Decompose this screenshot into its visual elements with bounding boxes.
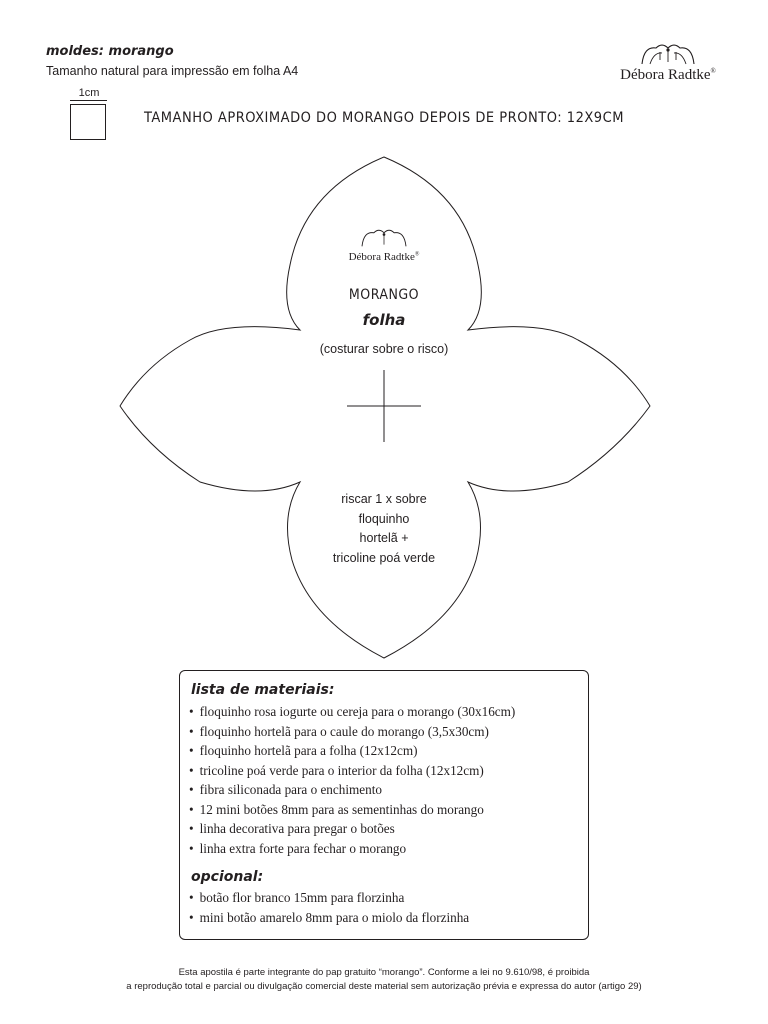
cut-line: tricoline poá verde [332,550,436,565]
cut-line: floquinho [358,511,410,526]
list-item: • botão flor branco 15mm para florzinha [189,888,469,908]
piece-name: MORANGO [348,287,420,303]
optional-list [189,888,469,927]
page-subtitle: Tamanho natural para impressão em folha A4 [46,64,299,78]
list-item: • linha extra forte para fechar o morango [189,839,515,859]
page-title: moldes: morango [46,44,174,59]
cut-line: riscar 1 x sobre [341,492,427,506]
scale-dimension-line [70,100,107,101]
pattern-brand-logo [334,226,434,263]
pattern-brand-name: Débora Radtke® [348,251,420,263]
cutting-instructions [284,490,484,568]
copyright-footer [0,966,768,994]
materials-list [189,702,515,858]
list-item: • 12 mini botões 8mm para as sementinhas do morango [189,800,515,820]
size-note: TAMANHO APROXIMADO DO MORANGO DEPOIS DE PRONTO: 12X9CM [144,110,624,126]
cut-line: hortelã + [359,531,409,545]
list-item: • tricoline poá verde para o interior da folha (12x12cm) [189,761,515,781]
list-item: • floquinho hortelã para o caule do morango (3,5x30cm) [189,722,515,742]
footer-line: Esta apostila é parte integrante do pap gratuito “morango”. Conforme a lei no 9.610/98, é proibida [178,967,590,978]
optional-heading: opcional: [191,869,264,885]
brand-name: Débora Radtke® [620,67,716,83]
list-item: • mini botão amarelo 8mm para o miolo da florzinha [189,908,469,928]
piece-part-label: folha [362,311,406,329]
list-item: • linha decorativa para pregar o botões [189,819,515,839]
brand-mark-icon [636,40,700,66]
list-item: • floquinho rosa iogurte ou cereja para o morango (30x16cm) [189,702,515,722]
footer-line: a reprodução total e parcial ou divulgação comercial deste material sem autorização prévia e expressa do autor (artigo 29) [126,981,642,992]
brand-logo [608,40,728,94]
brand-mark-icon [356,226,412,248]
materials-heading: lista de materiais: [191,682,335,698]
sewing-instruction: (costurar sobre o risco) [319,342,449,356]
list-item: • floquinho hortelã para a folha (12x12cm) [189,741,515,761]
list-item: • fibra siliconada para o enchimento [189,780,515,800]
scale-label: 1cm [78,87,100,99]
